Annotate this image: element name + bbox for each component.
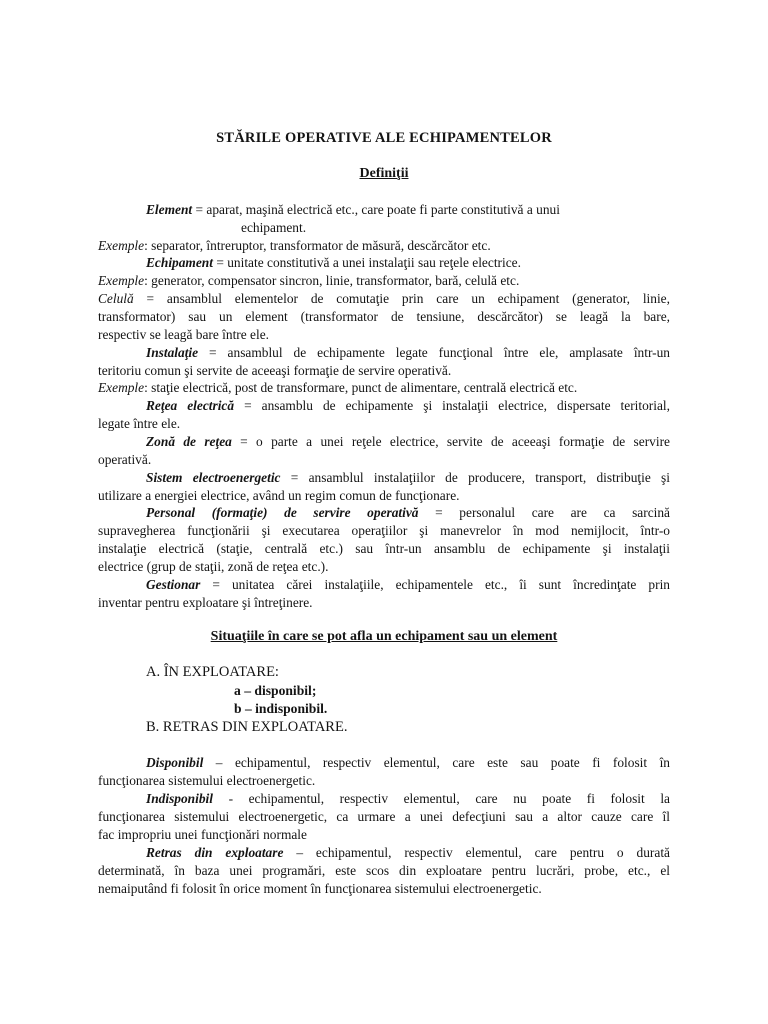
def-instalatie-l2: teritoriu comun şi servite de aceeaşi formaţie de servire operativă. bbox=[98, 363, 452, 378]
def-personal-l3: instalaţie electrică (staţie, centrală etc.) sau într-un ansamblu de echipamente şi instalaţii bbox=[98, 541, 670, 556]
state-indisponibil-l3: fac impropriu unei funcţionări normale bbox=[98, 827, 307, 842]
definitions-heading: Definiţii bbox=[359, 166, 409, 181]
state-disponibil-l2: funcţionarea sistemului electroenergetic. bbox=[98, 773, 316, 788]
def-celula-l1: Celulă = ansamblul elementelor de comutaţie prin care un echipament (generator, linie, bbox=[98, 291, 670, 306]
situations-heading: Situaţiile în care se pot afla un echipament sau un element bbox=[210, 629, 558, 644]
state-disponibil-l1: Disponibil – echipamentul, respectiv elementul, care este sau poate fi folosit în bbox=[146, 755, 670, 770]
def-personal-l2: supravegherea funcţionării şi executarea operaţiilor şi manevrelor în mod nemijlocit, într-o bbox=[98, 523, 670, 538]
def-element: Element = aparat, maşină electrică etc., care poate fi parte constitutivă a unui bbox=[146, 202, 560, 217]
example-1: Exemple: separator, întreruptor, transformator de măsură, descărcător etc. bbox=[98, 238, 491, 253]
state-a-available: a – disponibil; bbox=[234, 683, 317, 698]
def-gestionar-l2: inventar pentru exploatare şi întreţinere. bbox=[98, 595, 313, 610]
state-retras-l2: determinată, în baza unei programări, este scos din exploatare pentru lucrări, probe, etc., el bbox=[98, 863, 670, 878]
state-indisponibil-l1: Indisponibil - echipamentul, respectiv elementul, care nu poate fi folosit la bbox=[146, 791, 670, 806]
page-title: STĂRILE OPERATIVE ALE ECHIPAMENTELOR bbox=[216, 130, 552, 146]
state-retras-l1: Retras din exploatare – echipamentul, respectiv elementul, care pentru o durată bbox=[146, 845, 670, 860]
def-personal-l1: Personal (formaţie) de servire operativă = personalul care are ca sarcină bbox=[146, 505, 671, 520]
state-a-heading: A. ÎN EXPLOATARE: bbox=[146, 664, 279, 680]
def-sistem-l1: Sistem electroenergetic = ansamblul instalaţiilor de producere, transport, distribuţie şi bbox=[146, 470, 670, 485]
def-zona-l2: operativă. bbox=[98, 452, 152, 467]
state-b-heading: B. RETRAS DIN EXPLOATARE. bbox=[146, 719, 348, 735]
def-zona-l1: Zonă de reţea = o parte a unei reţele electrice, servite de aceeaşi formaţie de servire bbox=[146, 434, 670, 449]
state-retras-l3: nemaiputând fi folosit în orice moment în funcţionarea sistemului electroenergetic. bbox=[98, 881, 542, 896]
example-3: Exemple: staţie electrică, post de transformare, punct de alimentare, centrală electrică etc. bbox=[98, 380, 578, 395]
def-celula-l2: transformator) sau un element (transformator de tensiune, descărcător) se leagă la bare, bbox=[98, 309, 670, 324]
def-sistem-l2: utilizare a energiei electrice, având un regim comun de funcţionare. bbox=[98, 488, 460, 503]
def-retea-l1: Reţea electrică = ansamblu de echipamente şi instalaţii electrice, dispersate teritorial, bbox=[146, 398, 670, 413]
example-2: Exemple: generator, compensator sincron, linie, transformator, bară, celulă etc. bbox=[98, 273, 520, 288]
def-echipament: Echipament = unitate constitutivă a unei instalaţii sau reţele electrice. bbox=[146, 255, 521, 270]
def-instalatie-l1: Instalaţie = ansamblul de echipamente legate funcţional între ele, amplasate într-un bbox=[146, 345, 670, 360]
def-celula-l3: respectiv se leagă bare între ele. bbox=[98, 327, 270, 342]
def-personal-l4: electrice (grup de staţii, zonă de reţea etc.). bbox=[98, 559, 329, 574]
def-retea-l2: legate între ele. bbox=[98, 416, 181, 431]
def-element-cont: echipament. bbox=[241, 220, 307, 235]
state-a-unavailable: b – indisponibil. bbox=[234, 701, 328, 716]
state-indisponibil-l2: funcţionarea sistemului electroenergetic, ca urmare a unei defecţiuni sau a altor cauze care îl bbox=[98, 809, 670, 824]
def-gestionar-l1: Gestionar = unitatea cărei instalaţiile, echipamentele etc., îi sunt încredinţate prin bbox=[146, 577, 670, 592]
